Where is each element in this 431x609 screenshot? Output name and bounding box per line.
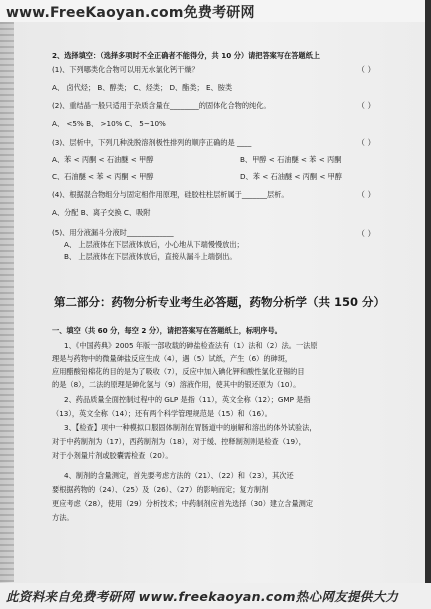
watermark-banner-top [0,0,431,22]
paragraph-2-line-1: 2、药品质量全面控制过程中的 GLP 是指（11），英文全称（12）；GMP 是指 [64,395,311,404]
options-2-4: A、分配 B、离子交换 C、吸附 [52,208,151,217]
question-2-5: (5)、用分液漏斗分液时_____________ [52,228,174,237]
option-2-3-b: B、甲醇 < 石油醚 < 苯 < 丙酮 [240,155,342,164]
watermark-top-text: www.FreeKaoyan.com免费考研网 [6,5,255,21]
paragraph-1-line-3: 应用醋酸铅棉花的目的是为了吸收（7），反应中加入碘化钾和酸性氯化亚锡的目 [52,367,305,376]
paragraph-1-line-4: 的是（8），二法的原理是砷化氢与（9）溶液作用，使其中的银还原为（10）。 [52,380,301,389]
part2-title: 第二部分：药物分析专业考生必答题，药物分析学（共 150 分） [54,295,386,309]
watermark-bottom-text: 此资料来自免费考研网 www.freekaoyan.com热心网友提供大力 [6,589,399,604]
question-2-2: (2)、重结晶一般只适用于杂质含量在________的固体化合物的纯化。 [52,101,271,110]
option-2-3-c: C、石油醚 < 苯 < 丙酮 < 甲醇 [52,172,154,181]
question-2-1: (1)、下列哪类化合物可以用无水氯化钙干燥？ [52,65,199,74]
answer-paren: （ ） [357,101,376,110]
paragraph-2-line-2: （13），英文全称（14）；还有两个科学管理规范是（15）和（16）。 [52,409,272,418]
binding-edge [0,22,14,582]
paragraph-3-line-3: 对于小剂量片剂或胶囊需检查（20）。 [52,451,173,460]
paragraph-4-line-1: 4、制剂的含量测定，首先要考虑方法的（21）、（22）和（23），其次还 [64,471,294,480]
options-2-1: A、 卤代烃； B、醇类； C、烃类； D、酯类； E、胺类 [52,83,233,92]
paragraph-3-line-1: 3、【检查】项中一种模拟口服固体制剂在胃肠道中的崩解和溶出的体外试验法， [64,423,317,432]
paragraph-1-line-2: 理是与药物中的微量砷盐反应生成（4），遇（5）试纸，产生（6）的砷斑， [52,354,293,363]
paragraph-4-line-3: 更应考虑（28），使用（29）分析技术；中药制剂应首先选择（30）建立含量测定 [52,499,314,508]
paragraph-3-line-2: 对于中药制剂为（17），西药制剂为（18），对于缓、控释制剂则是检查（19）， [52,437,306,446]
option-2-3-d: D、苯 < 石油醚 < 丙酮 < 甲醇 [240,172,342,181]
question-2-3: (3)、层析中，下列几种洗脱溶剂极性排列的顺序正确的是 ____ [52,138,252,147]
option-2-5-a: A、 上层液体在下层液体放后，小心地从下端慢慢放出； [64,240,244,249]
option-2-3-a: A、苯 < 丙酮 < 石油醚 < 甲醇 [52,155,154,164]
watermark-banner-bottom [0,583,431,609]
q2-header: 2、选择填空：（选择多项时不全正确者不能得分，共 10 分）请把答案写在答题纸上 [52,51,320,60]
paragraph-1-line-1: 1、《中国药典》2005 年版一部收载的砷盐检查法有（1）法和（2）法。一法原 [64,341,318,350]
answer-paren: （ ） [357,190,376,199]
option-2-5-b: B、 上层液体在下层液体放后，直接从漏斗上端倒出。 [64,252,237,261]
fill-header: 一、填空（共 60 分，每空 2 分），请把答案写在答题纸上，标明序号。 [52,326,282,335]
answer-paren: （ ） [357,229,376,238]
scan-edge [425,0,431,609]
paragraph-4-line-2: 要根据药物的（24）、（25）及（26）、（27）的影响而定；复方制剂 [52,485,269,494]
question-2-4: (4)、根据混合物组分与固定相作用原理，硅胶柱柱层析属于_______层析。 [52,190,289,199]
options-2-2: A、 <5% B、 >10% C、 5~10% [52,119,166,128]
answer-paren: （ ） [357,65,376,74]
paragraph-4-line-4: 方法。 [52,513,74,522]
answer-paren: （ ） [357,138,376,147]
